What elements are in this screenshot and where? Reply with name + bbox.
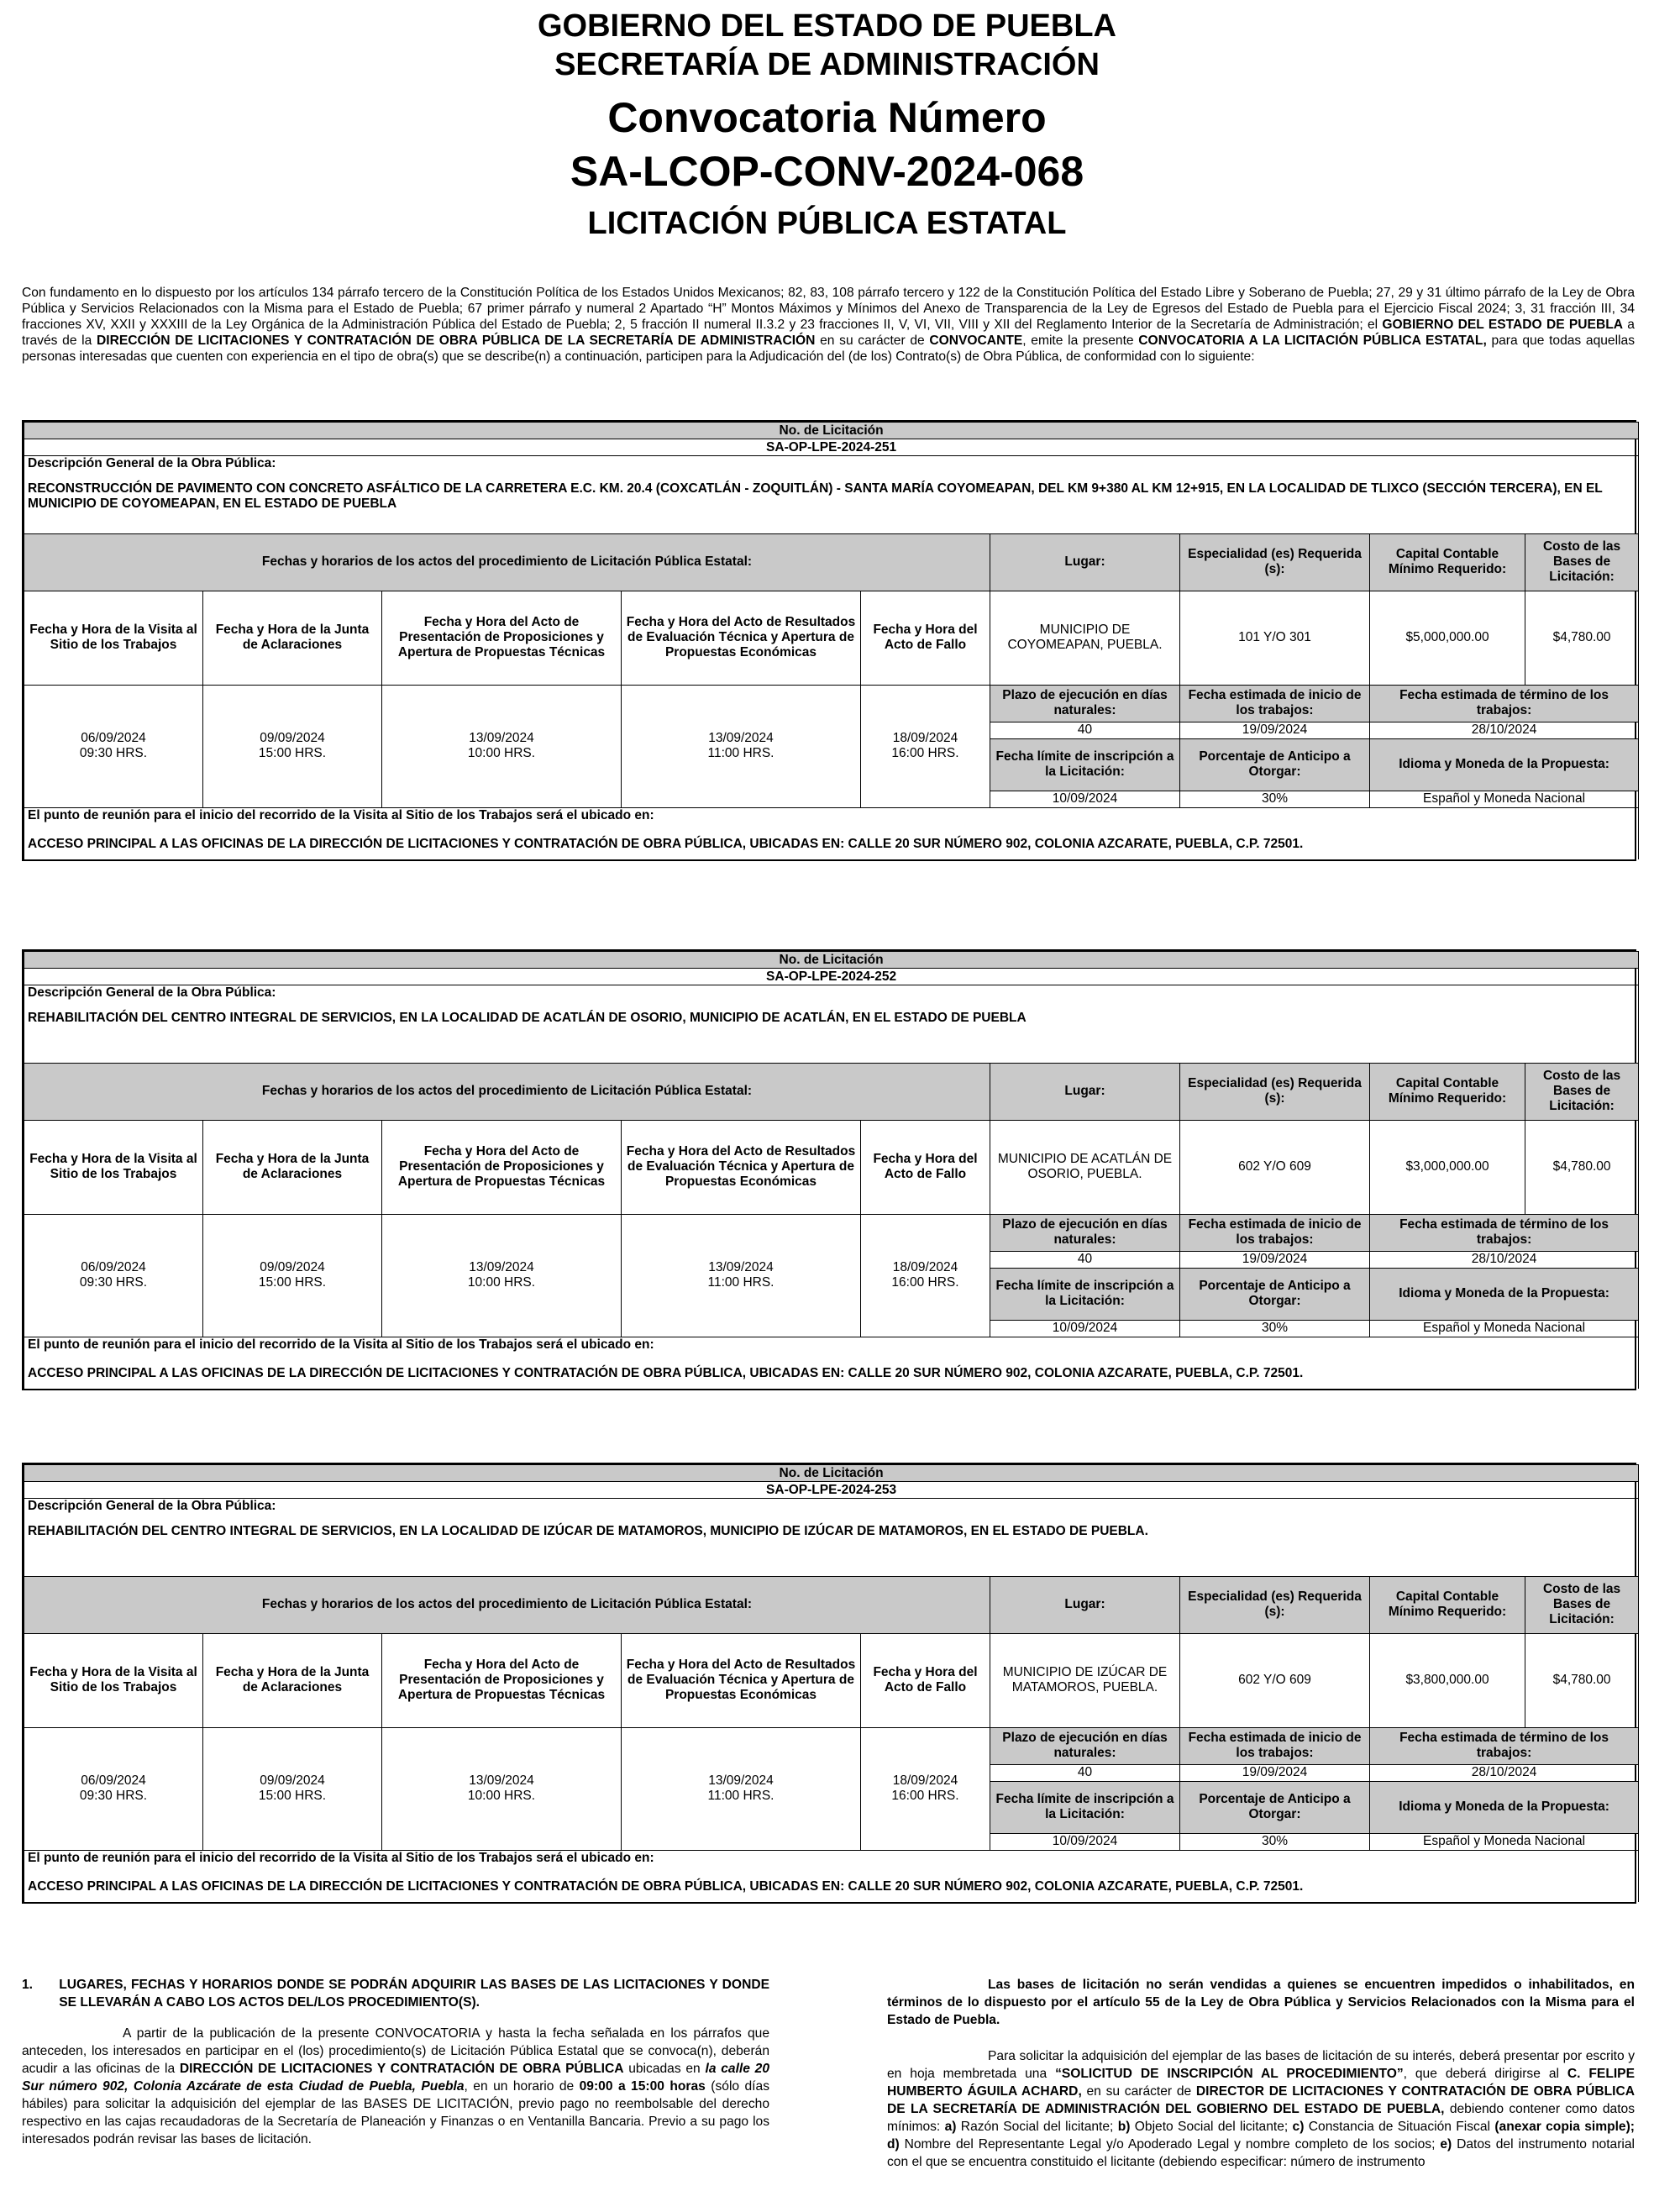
desc-general-label: Descripción General de la Obra Pública: — [24, 456, 1639, 476]
junta-value: 09/09/2024 15:00 HRS. — [203, 1727, 382, 1850]
lugar-value: MUNICIPIO DE IZÚCAR DE MATAMOROS, PUEBLA. — [990, 1633, 1180, 1727]
plazo-value: 40 — [990, 722, 1180, 738]
right-column — [887, 1976, 1635, 2171]
licitacion-number: SA-OP-LPE-2024-252 — [24, 969, 1639, 985]
anticipo-value: 30% — [1180, 1320, 1370, 1337]
fallo-label: Fecha y Hora del Acto de Fallo — [861, 1633, 990, 1727]
presentacion-value: 13/09/2024 10:00 HRS. — [382, 685, 622, 807]
header-licitacion-type: LICITACIÓN PÚBLICA ESTATAL — [587, 206, 1067, 241]
inicio-label: Fecha estimada de inicio de los trabajos: — [1180, 685, 1370, 722]
capital-label: Capital Contable Mínimo Requerido: — [1370, 1576, 1525, 1633]
punto-reunion-value: ACCESO PRINCIPAL A LAS OFICINAS DE LA DIRECCIÓN DE LICITACIONES Y CONTRATACIÓN DE OBRA PÚBLICA, UBICADAS EN: CALLE 20 SUR NÚMERO 902, COLONIA AZCARATE, PUEBLA, C.P. 72501. — [24, 1358, 1639, 1389]
termino-value: 28/10/2024 — [1370, 1764, 1639, 1781]
capital-value: $3,000,000.00 — [1370, 1120, 1525, 1214]
right-paragraph-1: Las bases de licitación no serán vendidas a quienes se encuentren impedidos o inhabilitados, en términos de lo dispuesto por el artículo 55 de la Ley de Obra Pública y Servicios Relacionados con la Misma para el Estado de Puebla. — [887, 1978, 1635, 2027]
resultados-value: 13/09/2024 11:00 HRS. — [622, 1214, 861, 1337]
fallo-label: Fecha y Hora del Acto de Fallo — [861, 591, 990, 685]
presentacion-value: 13/09/2024 10:00 HRS. — [382, 1214, 622, 1337]
header-government: GOBIERNO DEL ESTADO DE PUEBLA — [538, 8, 1116, 44]
left-column — [22, 1976, 769, 2148]
licitacion-number: SA-OP-LPE-2024-253 — [24, 1482, 1639, 1499]
section-1-title — [22, 1976, 769, 2011]
idioma-label: Idioma y Moneda de la Propuesta: — [1370, 1781, 1639, 1833]
inicio-label: Fecha estimada de inicio de los trabajos: — [1180, 1214, 1370, 1251]
section-1-heading: LUGARES, FECHAS Y HORARIOS DONDE SE PODRÁN ADQUIRIR LAS BASES DE LAS LICITACIONES Y DONDE SE LLEVARÁN A CABO LOS ACTOS DEL/LOS PROCEDIMIENTO(S). — [59, 1978, 769, 2010]
limite-value: 10/09/2024 — [990, 791, 1180, 807]
inicio-value: 19/09/2024 — [1180, 1764, 1370, 1781]
visita-label: Fecha y Hora de la Visita al Sitio de los Trabajos — [24, 1633, 203, 1727]
fallo-value: 18/09/2024 16:00 HRS. — [861, 1214, 990, 1337]
fallo-value: 18/09/2024 16:00 HRS. — [861, 1727, 990, 1850]
termino-label: Fecha estimada de término de los trabajos: — [1370, 1727, 1639, 1764]
termino-label: Fecha estimada de término de los trabajos: — [1370, 685, 1639, 722]
plazo-label: Plazo de ejecución en días naturales: — [990, 1214, 1180, 1251]
resultados-label: Fecha y Hora del Acto de Resultados de Evaluación Técnica y Apertura de Propuestas Económicas — [622, 1120, 861, 1214]
fallo-value: 18/09/2024 16:00 HRS. — [861, 685, 990, 807]
termino-label: Fecha estimada de término de los trabajos: — [1370, 1214, 1639, 1251]
resultados-label: Fecha y Hora del Acto de Resultados de Evaluación Técnica y Apertura de Propuestas Económicas — [622, 1633, 861, 1727]
intro-paragraph: Con fundamento en lo dispuesto por los artículos 134 párrafo tercero de la Constitución Política de los Estados Unidos Mexicanos; 82, 83, 108 párrafo tercero y 122 de la Constitución Política del Estado Libre y Soberano de Puebla; 27, 29 y 31 último párrafo de la Ley de Obra Pública y Servicios Relacionados con la Misma para el Estado de Puebla; 67 primer párrafo y numeral 2 Apartado “H” Montos Máximos y Mínimos del Anexo de Transparencia de la Ley de Egresos del Estado de Puebla para el Ejercicio Fiscal 2024; 3, 31 fracción III, 34 fracciones XV, XXII y XXXIII de la Ley Orgánica de la Administración Pública del Estado de Puebla; 2, 5 fracción II numeral II.3.2 y 23 fracciones II, V, VI, VII, VIII y XII del Reglamento Interior de la Secretaría de Administración; el GOBIERNO DEL ESTADO DE PUEBLA a través de la DIRECCIÓN DE LICITACIONES Y CONTRATACIÓN DE OBRA PÚBLICA DE LA SECRETARÍA DE ADMINISTRACIÓN en su carácter de CONVOCANTE, emite la presente CONVOCATORIA A LA LICITACIÓN PÚBLICA ESTATAL, para que todas aquellas personas interesadas que cuenten con experiencia en el tipo de obra(s) que se describe(n) a continuación, participen para la Adjudicación del (de los) Contrato(s) de Obra Pública, de conformidad con lo siguiente: — [22, 286, 1635, 364]
presentacion-label: Fecha y Hora del Acto de Presentación de Proposiciones y Apertura de Propuestas Técnicas — [382, 1633, 622, 1727]
visita-label: Fecha y Hora de la Visita al Sitio de los Trabajos — [24, 1120, 203, 1214]
limite-value: 10/09/2024 — [990, 1833, 1180, 1850]
especialidad-label: Especialidad (es) Requerida (s): — [1180, 1576, 1370, 1633]
limite-label: Fecha límite de inscripción a la Licitación: — [990, 738, 1180, 791]
licitacion-block-3 — [22, 1463, 1636, 1904]
lugar-value: MUNICIPIO DE COYOMEAPAN, PUEBLA. — [990, 591, 1180, 685]
resultados-label: Fecha y Hora del Acto de Resultados de Evaluación Técnica y Apertura de Propuestas Económicas — [622, 591, 861, 685]
anticipo-label: Porcentaje de Anticipo a Otorgar: — [1180, 1781, 1370, 1833]
especialidad-label: Especialidad (es) Requerida (s): — [1180, 533, 1370, 591]
header-convocatoria-label: Convocatoria Número — [607, 94, 1047, 141]
punto-reunion-label: El punto de reunión para el inicio del recorrido de la Visita al Sitio de los Trabajos será el ubicado en: — [24, 807, 1639, 829]
visita-value: 06/09/2024 09:30 HRS. — [24, 685, 203, 807]
costo-value: $4,780.00 — [1525, 1633, 1639, 1727]
junta-value: 09/09/2024 15:00 HRS. — [203, 685, 382, 807]
termino-value: 28/10/2024 — [1370, 1251, 1639, 1268]
costo-value: $4,780.00 — [1525, 591, 1639, 685]
lugar-label: Lugar: — [990, 1063, 1180, 1120]
licitacion-number: SA-OP-LPE-2024-251 — [24, 439, 1639, 456]
inicio-value: 19/09/2024 — [1180, 1251, 1370, 1268]
limite-label: Fecha límite de inscripción a la Licitación: — [990, 1268, 1180, 1320]
capital-value: $3,800,000.00 — [1370, 1633, 1525, 1727]
junta-value: 09/09/2024 15:00 HRS. — [203, 1214, 382, 1337]
no-licitacion-label: No. de Licitación — [24, 1465, 1639, 1482]
anticipo-label: Porcentaje de Anticipo a Otorgar: — [1180, 1268, 1370, 1320]
licitacion-block-1 — [22, 420, 1636, 861]
junta-label: Fecha y Hora de la Junta de Aclaraciones — [203, 1120, 382, 1214]
lugar-value: MUNICIPIO DE ACATLÁN DE OSORIO, PUEBLA. — [990, 1120, 1180, 1214]
capital-value: $5,000,000.00 — [1370, 591, 1525, 685]
document-header — [0, 0, 1654, 245]
idioma-value: Español y Moneda Nacional — [1370, 1833, 1639, 1850]
visita-label: Fecha y Hora de la Visita al Sitio de los Trabajos — [24, 591, 203, 685]
capital-label: Capital Contable Mínimo Requerido: — [1370, 1063, 1525, 1120]
junta-label: Fecha y Hora de la Junta de Aclaraciones — [203, 591, 382, 685]
termino-value: 28/10/2024 — [1370, 722, 1639, 738]
section-1-paragraph: A partir de la publicación de la presente CONVOCATORIA y hasta la fecha señalada en los párrafos que anteceden, los interesados en participar en el (los) procedimiento(s) de Licitación Pública Estatal que se convoca(n), deberán acudir a las oficinas de la DIRECCIÓN DE LICITACIONES Y CONTRATACIÓN DE OBRA PÚBLICA ubicadas en la calle 20 Sur número 902, Colonia Azcárate de esta Ciudad de Puebla, Puebla, en un horario de 09:00 a 15:00 horas (sólo días hábiles) para solicitar la adquisición del ejemplar de las BASES DE LICITACIÓN, previo pago no reembolsable del derecho respectivo en las cajas recaudadoras de la Secretaría de Planeación y Finanzas o en Ventanilla Bancaria. Previo a su pago los interesados podrán revisar las bases de licitación. — [22, 2026, 770, 2146]
fechas-header: Fechas y horarios de los actos del procedimiento de Licitación Pública Estatal: — [24, 1576, 990, 1633]
plazo-value: 40 — [990, 1764, 1180, 1781]
punto-reunion-value: ACCESO PRINCIPAL A LAS OFICINAS DE LA DIRECCIÓN DE LICITACIONES Y CONTRATACIÓN DE OBRA PÚBLICA, UBICADAS EN: CALLE 20 SUR NÚMERO 902, COLONIA AZCARATE, PUEBLA, C.P. 72501. — [24, 1872, 1639, 1902]
plazo-value: 40 — [990, 1251, 1180, 1268]
punto-reunion-label: El punto de reunión para el inicio del recorrido de la Visita al Sitio de los Trabajos será el ubicado en: — [24, 1337, 1639, 1358]
presentacion-value: 13/09/2024 10:00 HRS. — [382, 1727, 622, 1850]
costo-label: Costo de las Bases de Licitación: — [1525, 1576, 1639, 1633]
anticipo-label: Porcentaje de Anticipo a Otorgar: — [1180, 738, 1370, 791]
junta-label: Fecha y Hora de la Junta de Aclaraciones — [203, 1633, 382, 1727]
presentacion-label: Fecha y Hora del Acto de Presentación de Proposiciones y Apertura de Propuestas Técnicas — [382, 1120, 622, 1214]
presentacion-label: Fecha y Hora del Acto de Presentación de Proposiciones y Apertura de Propuestas Técnicas — [382, 591, 622, 685]
idioma-label: Idioma y Moneda de la Propuesta: — [1370, 738, 1639, 791]
especialidad-value: 101 Y/O 301 — [1180, 591, 1370, 685]
no-licitacion-label: No. de Licitación — [24, 423, 1639, 439]
anticipo-value: 30% — [1180, 1833, 1370, 1850]
costo-value: $4,780.00 — [1525, 1120, 1639, 1214]
inicio-value: 19/09/2024 — [1180, 722, 1370, 738]
lugar-label: Lugar: — [990, 533, 1180, 591]
costo-label: Costo de las Bases de Licitación: — [1525, 1063, 1639, 1120]
header-convocatoria-number: SA-LCOP-CONV-2024-068 — [570, 148, 1084, 195]
limite-value: 10/09/2024 — [990, 1320, 1180, 1337]
plazo-label: Plazo de ejecución en días naturales: — [990, 685, 1180, 722]
header-secretaria: SECRETARÍA DE ADMINISTRACIÓN — [554, 47, 1100, 82]
fechas-header: Fechas y horarios de los actos del procedimiento de Licitación Pública Estatal: — [24, 1063, 990, 1120]
resultados-value: 13/09/2024 11:00 HRS. — [622, 1727, 861, 1850]
desc-general-label: Descripción General de la Obra Pública: — [24, 985, 1639, 1005]
capital-label: Capital Contable Mínimo Requerido: — [1370, 533, 1525, 591]
obra-description: REHABILITACIÓN DEL CENTRO INTEGRAL DE SERVICIOS, EN LA LOCALIDAD DE IZÚCAR DE MATAMOROS, MUNICIPIO DE IZÚCAR DE MATAMOROS, EN EL ESTADO DE PUEBLA. — [24, 1517, 1639, 1576]
no-licitacion-label: No. de Licitación — [24, 952, 1639, 969]
fallo-label: Fecha y Hora del Acto de Fallo — [861, 1120, 990, 1214]
limite-label: Fecha límite de inscripción a la Licitación: — [990, 1781, 1180, 1833]
plazo-label: Plazo de ejecución en días naturales: — [990, 1727, 1180, 1764]
punto-reunion-label: El punto de reunión para el inicio del recorrido de la Visita al Sitio de los Trabajos será el ubicado en: — [24, 1850, 1639, 1872]
visita-value: 06/09/2024 09:30 HRS. — [24, 1214, 203, 1337]
idioma-value: Español y Moneda Nacional — [1370, 1320, 1639, 1337]
visita-value: 06/09/2024 09:30 HRS. — [24, 1727, 203, 1850]
licitacion-block-2 — [22, 949, 1636, 1390]
costo-label: Costo de las Bases de Licitación: — [1525, 533, 1639, 591]
fechas-header: Fechas y horarios de los actos del procedimiento de Licitación Pública Estatal: — [24, 533, 990, 591]
idioma-label: Idioma y Moneda de la Propuesta: — [1370, 1268, 1639, 1320]
especialidad-value: 602 Y/O 609 — [1180, 1120, 1370, 1214]
desc-general-label: Descripción General de la Obra Pública: — [24, 1499, 1639, 1518]
resultados-value: 13/09/2024 11:00 HRS. — [622, 685, 861, 807]
especialidad-value: 602 Y/O 609 — [1180, 1633, 1370, 1727]
obra-description: RECONSTRUCCIÓN DE PAVIMENTO CON CONCRETO ASFÁLTICO DE LA CARRETERA E.C. KM. 20.4 (COXCATLÁN - ZOQUITLÁN) - SANTA MARÍA COYOMEAPAN, DEL KM 9+380 AL KM 12+915, EN LA LOCALIDAD DE TLIXCO (SECCIÓN TERCERA), EN EL MUNICIPIO DE COYOMEAPAN, EN EL ESTADO DE PUEBLA — [24, 475, 1639, 533]
section-1-number: 1. — [22, 1978, 34, 1992]
right-paragraph-2: Para solicitar la adquisición del ejemplar de las bases de licitación de su interés, deberá presentar por escrito y en hoja membretada una “SOLICITUD DE INSCRIPCIÓN AL PROCEDIMIENTO”, que deberá dirigirse al C. FELIPE HUMBERTO ÁGUILA ACHARD, en su carácter de DIRECTOR DE LICITACIONES Y CONTRATACIÓN DE OBRA PÚBLICA DE LA SECRETARÍA DE ADMINISTRACIÓN DEL GOBIERNO DEL ESTADO DE PUEBLA, debiendo contener como datos mínimos: a) Razón Social del licitante; b) Objeto Social del licitante; c) Constancia de Situación Fiscal (anexar copia simple); d) Nombre del Representante Legal y/o Apoderado Legal y nombre completo de los socios; e) Datos del instrumento notarial con el que se encuentra constituido el licitante (debiendo especificar: número de instrumento — [887, 2049, 1635, 2169]
especialidad-label: Especialidad (es) Requerida (s): — [1180, 1063, 1370, 1120]
inicio-label: Fecha estimada de inicio de los trabajos: — [1180, 1727, 1370, 1764]
obra-description: REHABILITACIÓN DEL CENTRO INTEGRAL DE SERVICIOS, EN LA LOCALIDAD DE ACATLÁN DE OSORIO, MUNICIPIO DE ACATLÁN, EN EL ESTADO DE PUEBLA — [24, 1004, 1639, 1063]
lugar-label: Lugar: — [990, 1576, 1180, 1633]
anticipo-value: 30% — [1180, 791, 1370, 807]
idioma-value: Español y Moneda Nacional — [1370, 791, 1639, 807]
punto-reunion-value: ACCESO PRINCIPAL A LAS OFICINAS DE LA DIRECCIÓN DE LICITACIONES Y CONTRATACIÓN DE OBRA PÚBLICA, UBICADAS EN: CALLE 20 SUR NÚMERO 902, COLONIA AZCARATE, PUEBLA, C.P. 72501. — [24, 829, 1639, 859]
